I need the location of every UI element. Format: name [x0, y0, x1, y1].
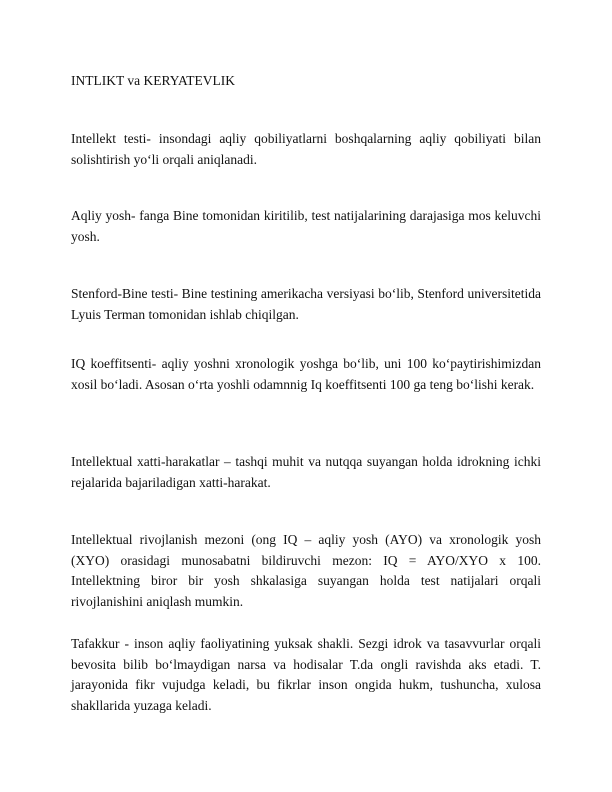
paragraph-stenford-bine-testi: Stenford-Bine testi- Bine testining amerikacha versiyasi bo‘lib, Stenford universitetida Lyuis Terman tomonidan ishlab chiqilgan. [71, 286, 541, 322]
paragraph-intellekt-testi: Intellekt testi- insondagi aqliy qobiliyatlarni boshqalarning aqliy qobiliyati bilan solishtirish yo‘li orqali aniqlanadi. [71, 131, 541, 167]
paragraph-iq-koeffitsenti: IQ koeffitsenti- aqliy yoshni xronologik yoshga bo‘lib, uni 100 ko‘paytirishimizdan xosil bo‘ladi. Asosan o‘rta yoshli odamnnig Iq koeffitsenti 100 ga teng bo‘lishi kerak. [71, 356, 541, 392]
paragraph-intellektual-rivojlanish-mezoni: Intellektual rivojlanish mezoni (ong IQ – aqliy yosh (AYO) va xronologik yosh (XYO) orasidagi munosabatni bildiruvchi mezon: IQ = AYO/XYO x 100. Intellektning biror bir yosh shkalasiga suyangan holda test natijalari orqali rivojlanishini aniqlash mumkin. [71, 532, 541, 609]
paragraph-tafakkur: Tafakkur - inson aqliy faoliyatining yuksak shakli. Sezgi idrok va tasavvurlar orqali bevosita bilib bo‘lmaydigan narsa va hodisalar T.da ongli ravishda aks etadi. T. jarayonida fikr vujudga keladi, bu fikrlar inson ongida hukm, tushuncha, xulosa shakllarida yuzaga keladi. [71, 636, 541, 713]
document-title: INTLIKT va KERYATEVLIK [71, 73, 235, 88]
paragraph-aqliy-yosh: Aqliy yosh- fanga Bine tomonidan kiritilib, test natijalarining darajasiga mos keluvchi yosh. [71, 208, 541, 244]
paragraph-intellektual-xatti-harakatlar: Intellektual xatti-harakatlar – tashqi muhit va nutqqa suyangan holda idrokning ichki rejalarida bajariladigan xatti-harakat. [71, 454, 541, 490]
